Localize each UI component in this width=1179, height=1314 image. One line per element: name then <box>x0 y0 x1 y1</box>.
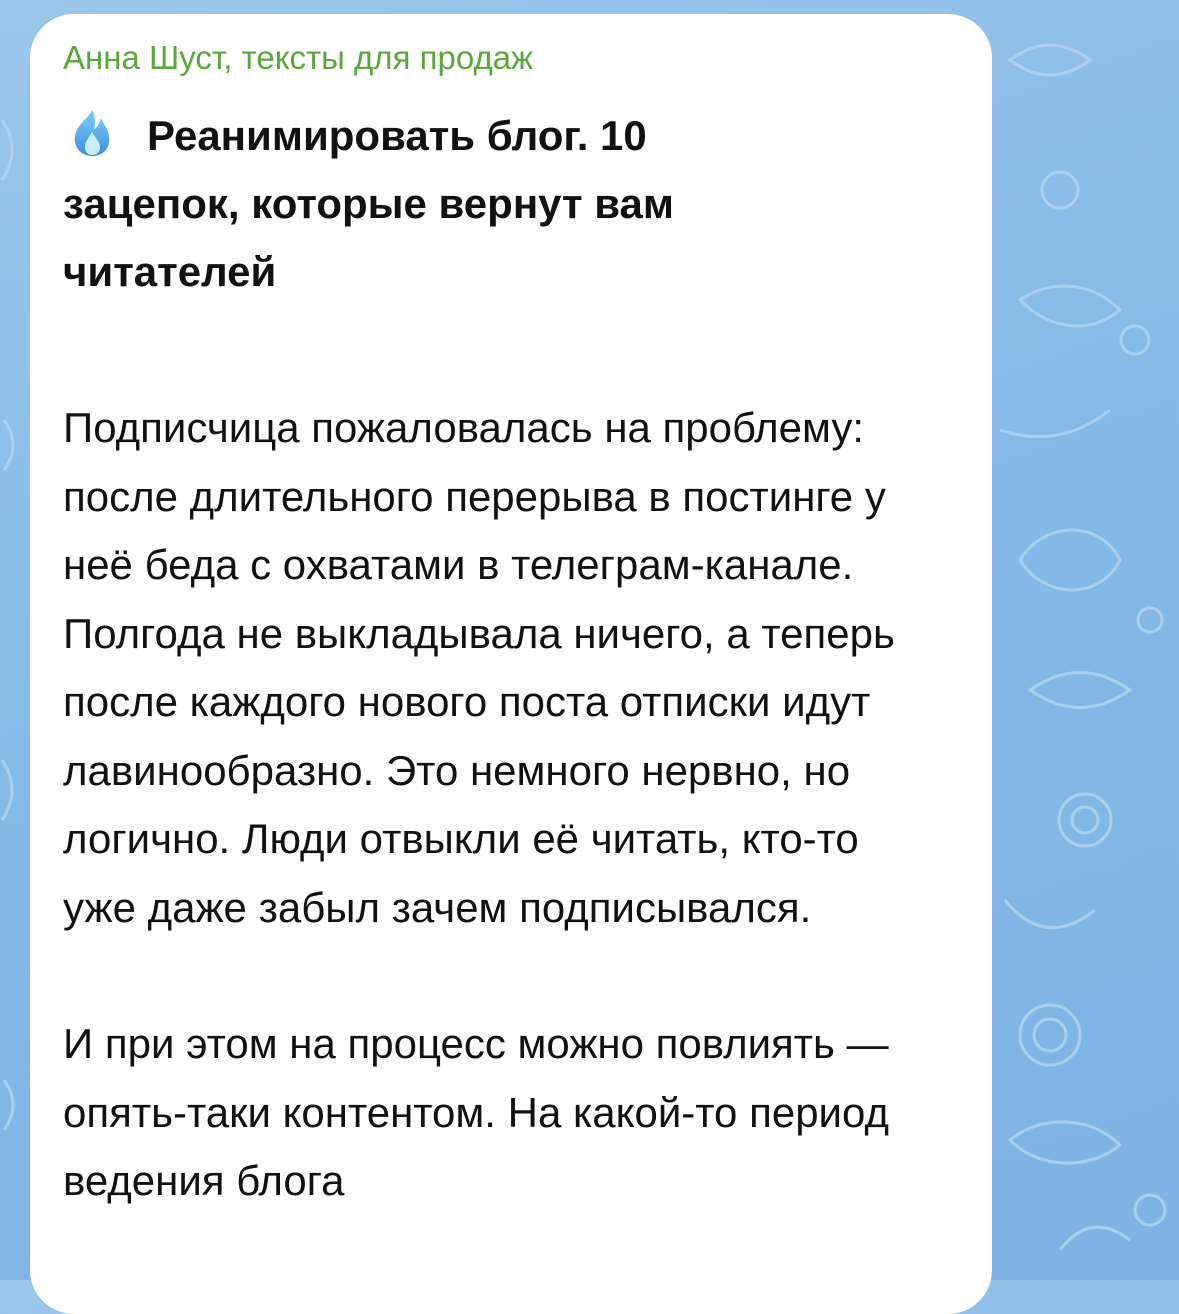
message-paragraph-1: Подписчица пожаловалась на проблему: после длительного перерыва в постинге у неё беда с охватами в телеграм-канале. Полгода не выкладывала ничего, а теперь после каждого нового поста отписки идут лавинообразно. Это немного нервно, но логично. Люди отвыкли её читать, кто-то уже даже забыл зачем подписывался. <box>63 404 895 931</box>
sender-name[interactable]: Анна Шуст, тексты для продаж <box>63 39 534 76</box>
message-paragraph-2: И при этом на процесс можно повлиять — опять-таки контентом. На какой-то период ведения блога <box>63 1020 889 1204</box>
message-bubble[interactable] <box>30 14 992 1314</box>
message-headline <box>63 102 823 306</box>
headline-text: Реанимировать блог. 10 зацепок, которые вернут вам читателей <box>63 112 674 295</box>
fire-emoji-icon <box>63 108 121 158</box>
